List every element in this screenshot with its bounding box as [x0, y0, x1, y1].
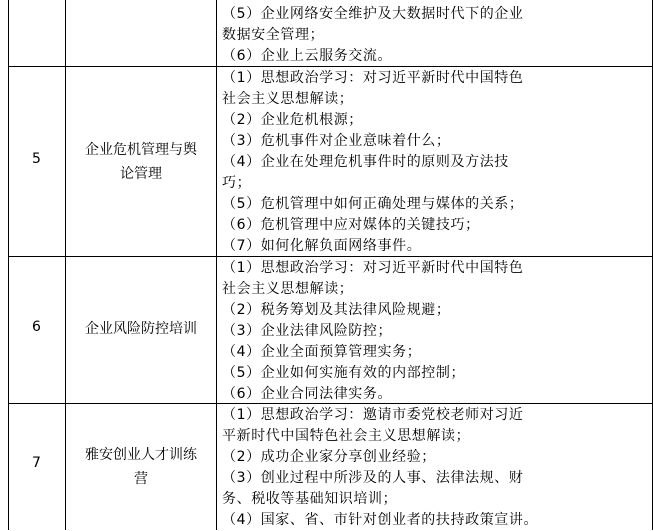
content-line: （3）创业过程中所涉及的人事、法律法规、财	[222, 470, 524, 486]
table-border-left	[8, 0, 9, 530]
row-number: 5	[32, 151, 41, 167]
content-line: （6）危机管理中应对媒体的关键技巧；	[222, 217, 480, 233]
content-line: （1）思想政治学习：对习近平新时代中国特色	[222, 260, 524, 276]
content-line: （4）企业全面预算管理实务；	[222, 344, 422, 360]
content-line: （6）企业上云服务交流。	[222, 48, 393, 64]
table-row-content	[222, 68, 562, 257]
content-line: （7）如何化解负面网络事件。	[222, 238, 422, 254]
content-line: （1）思想政治学习：邀请市委党校老师对习近	[222, 407, 524, 423]
course-title	[66, 317, 216, 341]
table-row-content	[222, 405, 562, 531]
content-line: （3）危机事件对企业意味着什么；	[222, 133, 451, 149]
content-line: 社会主义思想解读；	[222, 281, 354, 297]
content-line: （2）成功企业家分享创业经验；	[222, 449, 436, 465]
content-line: （2）税务筹划及其法律风险规避；	[222, 302, 451, 318]
content-line: （2）企业危机根源；	[222, 112, 363, 128]
content-line: （4）国家、省、市针对创业者的扶持政策宣讲。	[222, 512, 539, 528]
content-line: （5）企业如何实施有效的内部控制；	[222, 365, 466, 381]
content-line: （5）企业网络安全维护及大数据时代下的企业	[222, 6, 524, 22]
course-title-line: 论管理	[120, 166, 162, 182]
content-line: （4）企业在处理危机事件时的原则及方法技	[222, 154, 509, 170]
content-line: （3）企业法律风险防控；	[222, 323, 393, 339]
content-line: （6）企业合同法律实务。	[222, 386, 393, 402]
column-divider-2	[216, 0, 217, 530]
content-line: （5）危机管理中如何正确处理与媒体的关系；	[222, 196, 524, 212]
table-row-content	[222, 4, 562, 67]
course-title-line: 企业风险防控培训	[85, 321, 197, 337]
row-number: 7	[32, 455, 41, 471]
course-title-line: 雅安创业人才训练	[85, 447, 197, 463]
course-title-line: 营	[134, 471, 148, 487]
content-line: 平新时代中国特色社会主义思想解读；	[222, 428, 471, 444]
course-title	[66, 138, 216, 186]
content-line: 数据安全管理；	[222, 27, 325, 43]
content-line: （1）思想政治学习：对习近平新时代中国特色	[222, 70, 524, 86]
table-row-content	[222, 258, 562, 405]
content-line: 务、税收等基础知识培训；	[222, 491, 398, 507]
content-line: 巧；	[222, 175, 252, 191]
row-number: 6	[32, 319, 41, 335]
course-title	[66, 443, 216, 491]
course-title-line: 企业危机管理与舆	[85, 142, 197, 158]
content-line: 社会主义思想解读；	[222, 91, 354, 107]
